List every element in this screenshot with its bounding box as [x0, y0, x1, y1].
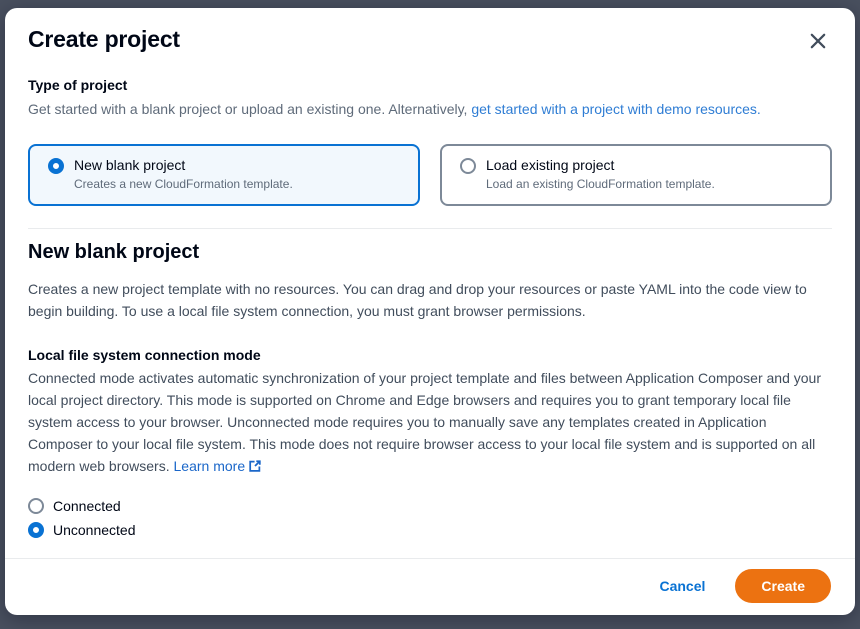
radio-label: Unconnected	[53, 522, 136, 538]
modal-body	[5, 54, 855, 558]
create-button[interactable]: Create	[735, 569, 831, 603]
radio-selected-icon[interactable]	[48, 158, 64, 174]
close-icon	[809, 38, 827, 53]
type-description-text: Get started with a blank project or upload an existing one. Alternatively,	[28, 101, 468, 117]
learn-more-link[interactable]	[174, 458, 263, 474]
connection-mode-label: Local file system connection mode	[28, 347, 261, 363]
tile-content	[74, 155, 293, 192]
tile-load-existing-project[interactable]	[440, 144, 832, 206]
connection-mode-text: Connected mode activates automatic synchronization of your project template and files between Application Composer and your local project directory. This mode is supported on Chrome and Edge browsers and requires you to grant temporary local file system access to your browser. Unconnected mode requires you to manually save any templates created in Application Composer to your local file system. This mode does not require browser access to your local file system and is supported on all modern web browsers.	[28, 370, 822, 474]
new-blank-project-description: Creates a new project template with no resources. You can drag and drop your resources or paste YAML into the code view to begin building. To use a local file system connection, you must grant browser permissions.	[28, 281, 807, 319]
tile-description: Load an existing CloudFormation template.	[486, 177, 715, 191]
type-of-project-description	[28, 99, 832, 119]
radio-label: Connected	[53, 498, 121, 514]
modal-footer	[5, 558, 855, 615]
connection-mode-description	[28, 367, 823, 479]
create-project-modal	[5, 8, 855, 615]
close-button[interactable]	[805, 28, 831, 54]
radio-unselected-icon[interactable]	[460, 158, 476, 174]
radio-option-connected[interactable]	[28, 494, 832, 518]
external-link-icon	[248, 460, 262, 476]
connection-mode-radio-group	[28, 494, 832, 542]
section-divider	[28, 228, 832, 229]
tile-new-blank-project[interactable]	[28, 144, 420, 206]
tile-label: Load existing project	[486, 157, 615, 173]
type-of-project-label: Type of project	[28, 77, 128, 93]
learn-more-label: Learn more	[173, 458, 246, 474]
modal-title: Create project	[28, 26, 180, 52]
radio-unselected-icon[interactable]	[28, 498, 44, 514]
radio-option-unconnected[interactable]	[28, 518, 832, 542]
project-type-tile-group	[28, 144, 832, 206]
cancel-button[interactable]: Cancel	[655, 572, 709, 600]
tile-label: New blank project	[74, 157, 186, 173]
demo-resources-link[interactable]: get started with a project with demo resources.	[471, 101, 761, 117]
tile-content	[486, 155, 715, 192]
radio-selected-icon[interactable]	[28, 522, 44, 538]
tile-description: Creates a new CloudFormation template.	[74, 177, 293, 191]
modal-header	[5, 8, 855, 54]
new-blank-project-heading: New blank project	[28, 241, 200, 263]
